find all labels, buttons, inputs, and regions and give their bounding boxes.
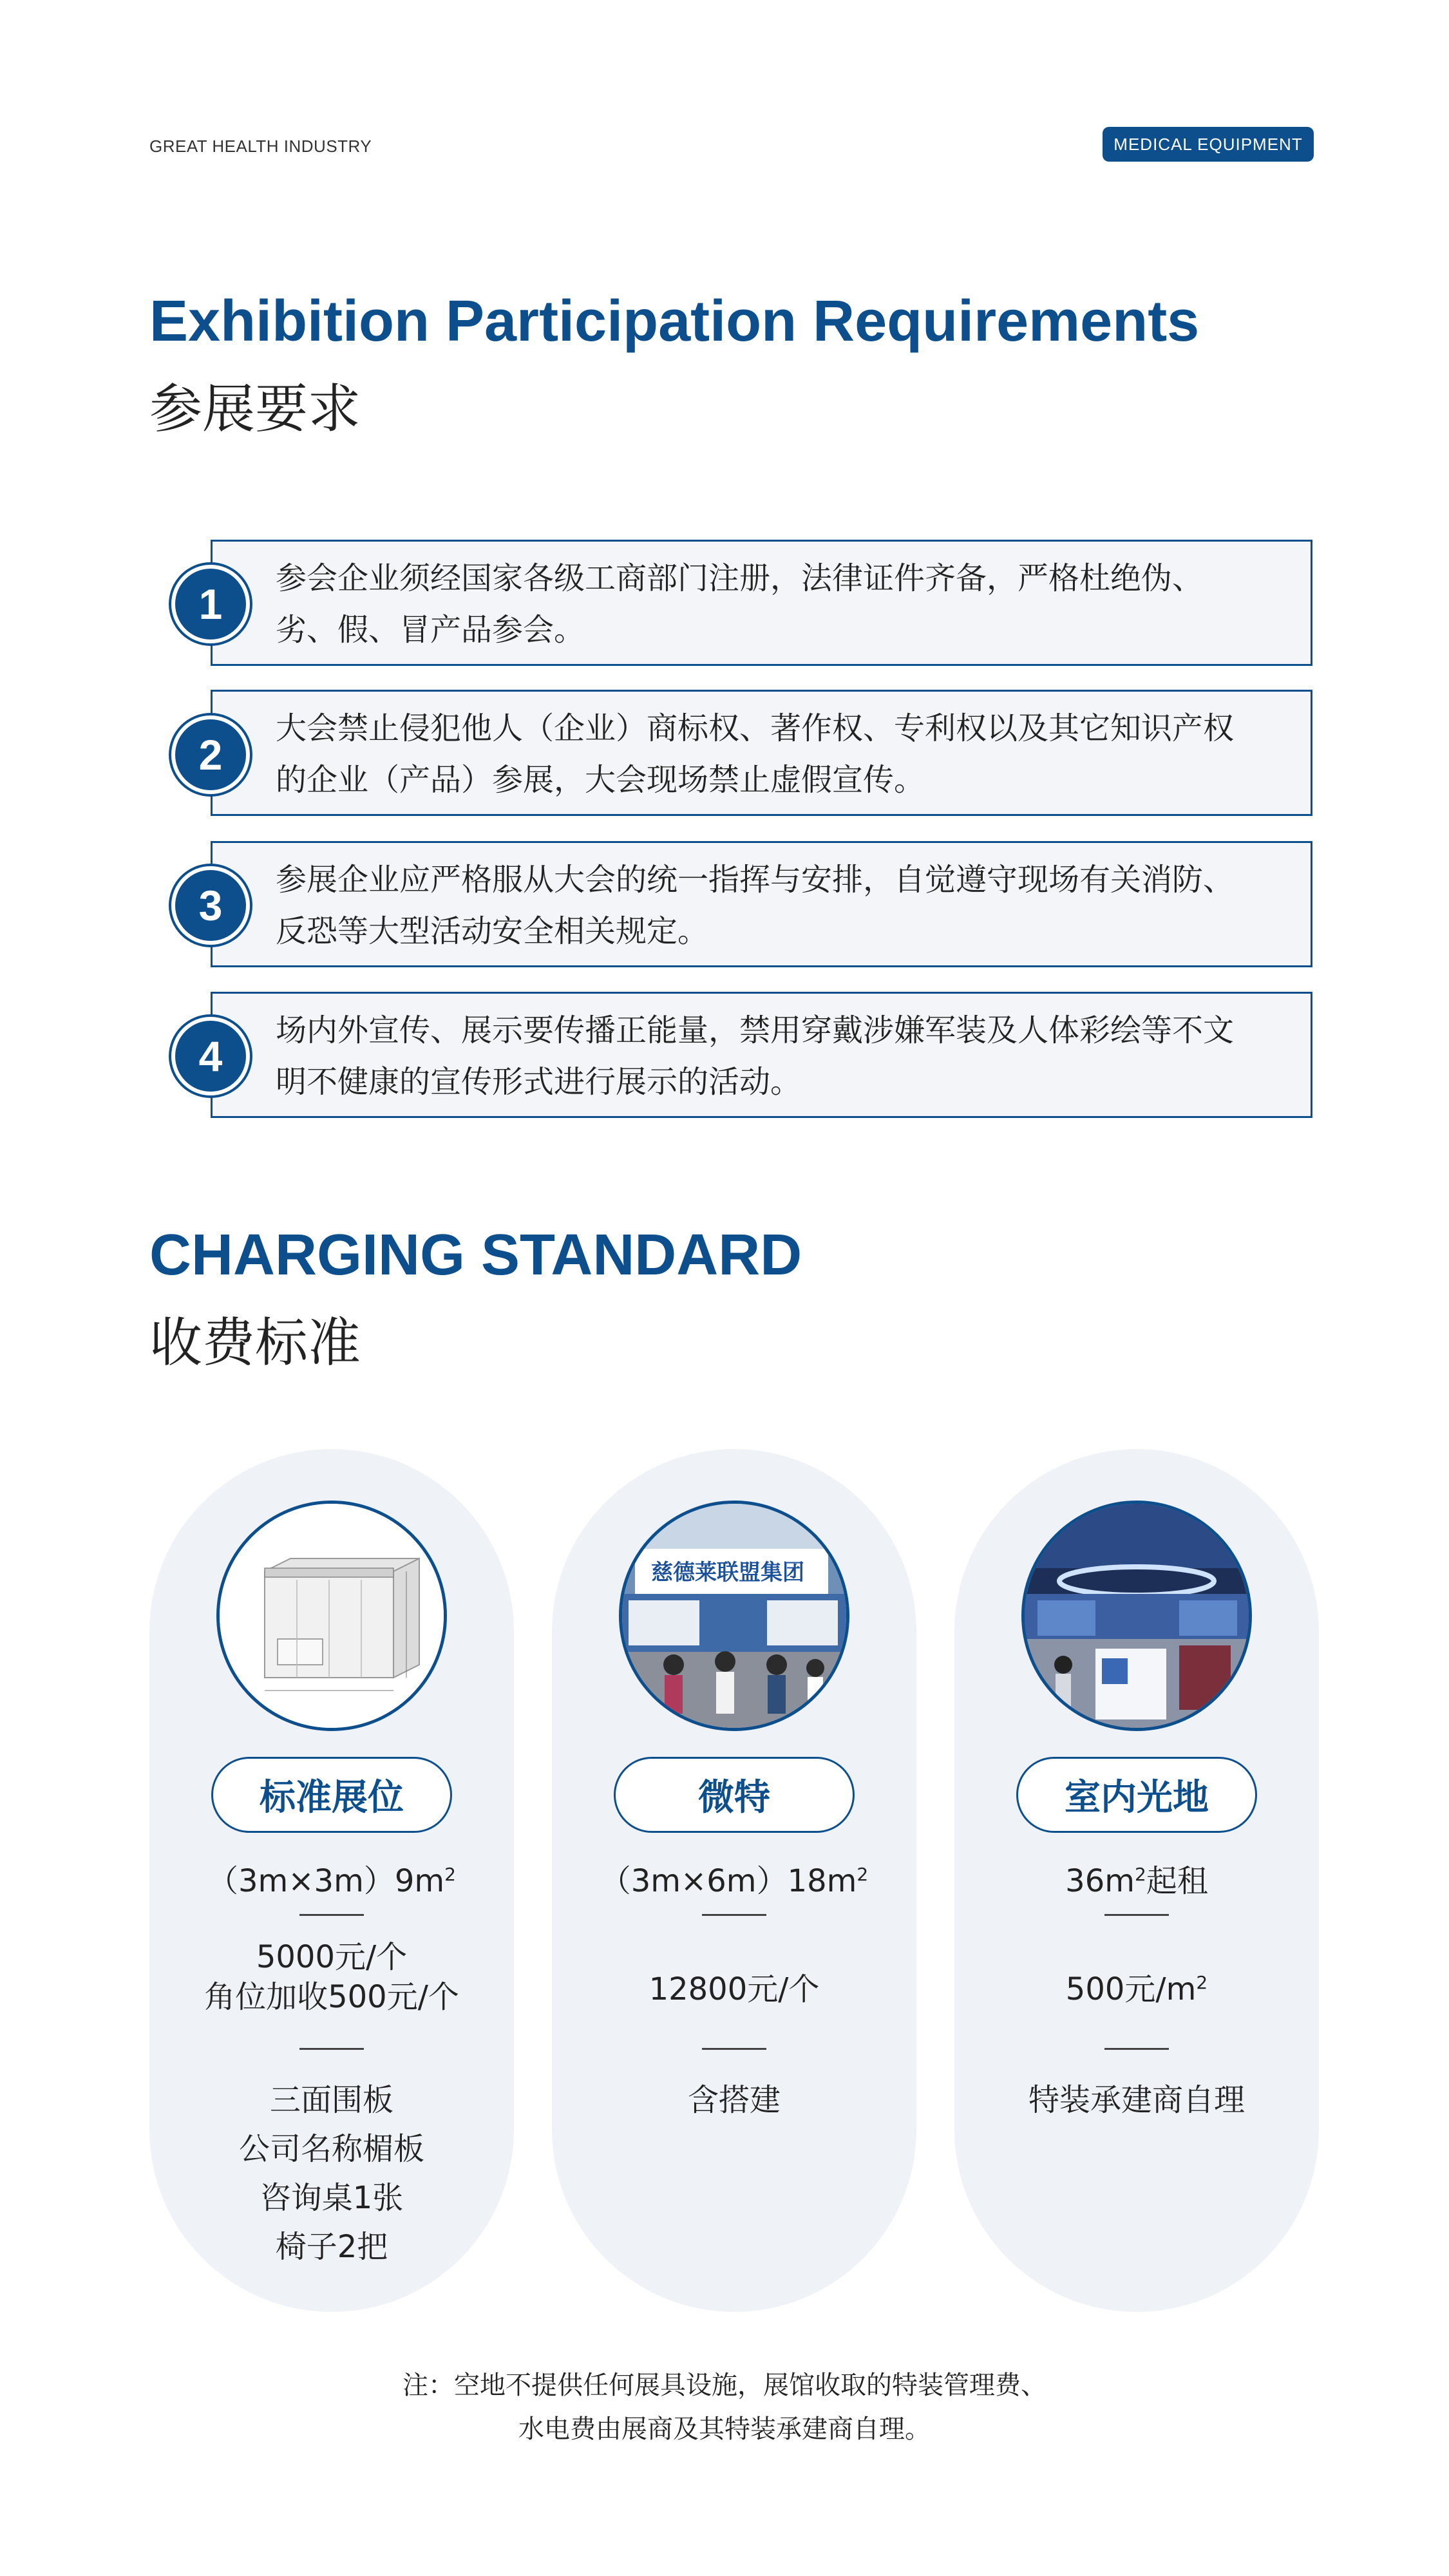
standard-booth-diagram	[216, 1501, 447, 1731]
raw-space-photo	[1021, 1501, 1252, 1731]
requirement-text	[276, 854, 1300, 957]
booth-size: $(3m\times 3m)9m^2$	[207, 1863, 456, 1899]
pricing-card-standard-booth	[149, 1449, 514, 2312]
charging-title-en: CHARGING STANDARD	[149, 1223, 802, 1287]
booth-sign-text: 慈德莱联盟集团	[651, 1560, 804, 1586]
booth-type-pill: 室内光地	[1016, 1757, 1257, 1833]
booth-price: 12800元/个	[649, 1971, 820, 2007]
booth-type-pill: 标准展位	[211, 1757, 452, 1833]
divider	[1104, 2048, 1169, 2050]
requirement-text	[276, 1005, 1300, 1108]
requirement-line: 场内外宣传、展示要传播正能量，禁用穿戴涉嫌军装及人体彩绘等不文	[276, 1012, 1235, 1048]
number-badge: 1	[175, 569, 246, 639]
requirement-line: 参会企业须经国家各级工商部门注册，法律证件齐备，严格杜绝伪、	[276, 560, 1204, 596]
divider	[702, 2048, 766, 2050]
requirement-line: 明不健康的宣传形式进行展示的活动。	[276, 1064, 802, 1100]
number-badge: 3	[175, 870, 246, 941]
requirement-line: 劣、假、冒产品参会。	[276, 612, 585, 648]
charging-title-cn: 收费标准	[149, 1312, 361, 1374]
corner-surcharge: 角位加收500元/个	[204, 1979, 459, 2015]
category-badge: MEDICAL EQUIPMENT	[1103, 127, 1314, 162]
booth-size: $36m^2$起租	[1065, 1863, 1208, 1899]
requirement-line: 的企业（产品）参展，大会现场禁止虚假宣传。	[276, 762, 925, 798]
booth-price: 500元$/m^2$	[1065, 1971, 1208, 2007]
requirement-line: 反恐等大型活动安全相关规定。	[276, 913, 709, 949]
footnote-line: 注：空地不提供任何展具设施，展馆收取的特装管理费、	[402, 2371, 1046, 2400]
requirement-line: 大会禁止侵犯他人（企业）商标权、著作权、专利权以及其它知识产权	[276, 710, 1235, 746]
pricing-card-micro	[552, 1449, 916, 2312]
included-item: 含搭建	[687, 2082, 781, 2118]
number-badge: 4	[175, 1021, 246, 1092]
number-badge: 2	[175, 719, 246, 790]
footnote-line: 水电费由展商及其特装承建商自理。	[518, 2414, 931, 2444]
brand-text: GREAT HEALTH INDUSTRY	[149, 137, 372, 156]
booth-size: $(3m\times 6m)18m^2$	[600, 1863, 869, 1899]
requirement-text	[276, 553, 1300, 656]
included-item: 公司名称楣板	[238, 2131, 424, 2167]
requirements-title-cn: 参展要求	[149, 379, 361, 440]
pricing-card-raw-space	[954, 1449, 1319, 2312]
divider	[299, 2048, 364, 2050]
requirements-title-en: Exhibition Participation Requirements	[149, 289, 1200, 354]
included-item: 特装承建商自理	[1028, 2082, 1245, 2118]
footnote	[0, 2363, 1449, 2451]
booth-type-pill: 微特	[614, 1757, 855, 1833]
included-item: 椅子2把	[275, 2229, 388, 2265]
divider	[299, 1914, 364, 1916]
booth-price: 5000元/个	[256, 1939, 408, 1975]
included-item: 咨询桌1张	[260, 2180, 404, 2216]
included-item: 三面围板	[269, 2082, 393, 2118]
divider	[1104, 1914, 1169, 1916]
divider	[702, 1914, 766, 1916]
micro-booth-photo	[619, 1501, 849, 1731]
requirement-text	[276, 703, 1300, 806]
requirement-line: 参展企业应严格服从大会的统一指挥与安排，自觉遵守现场有关消防、	[276, 862, 1235, 898]
